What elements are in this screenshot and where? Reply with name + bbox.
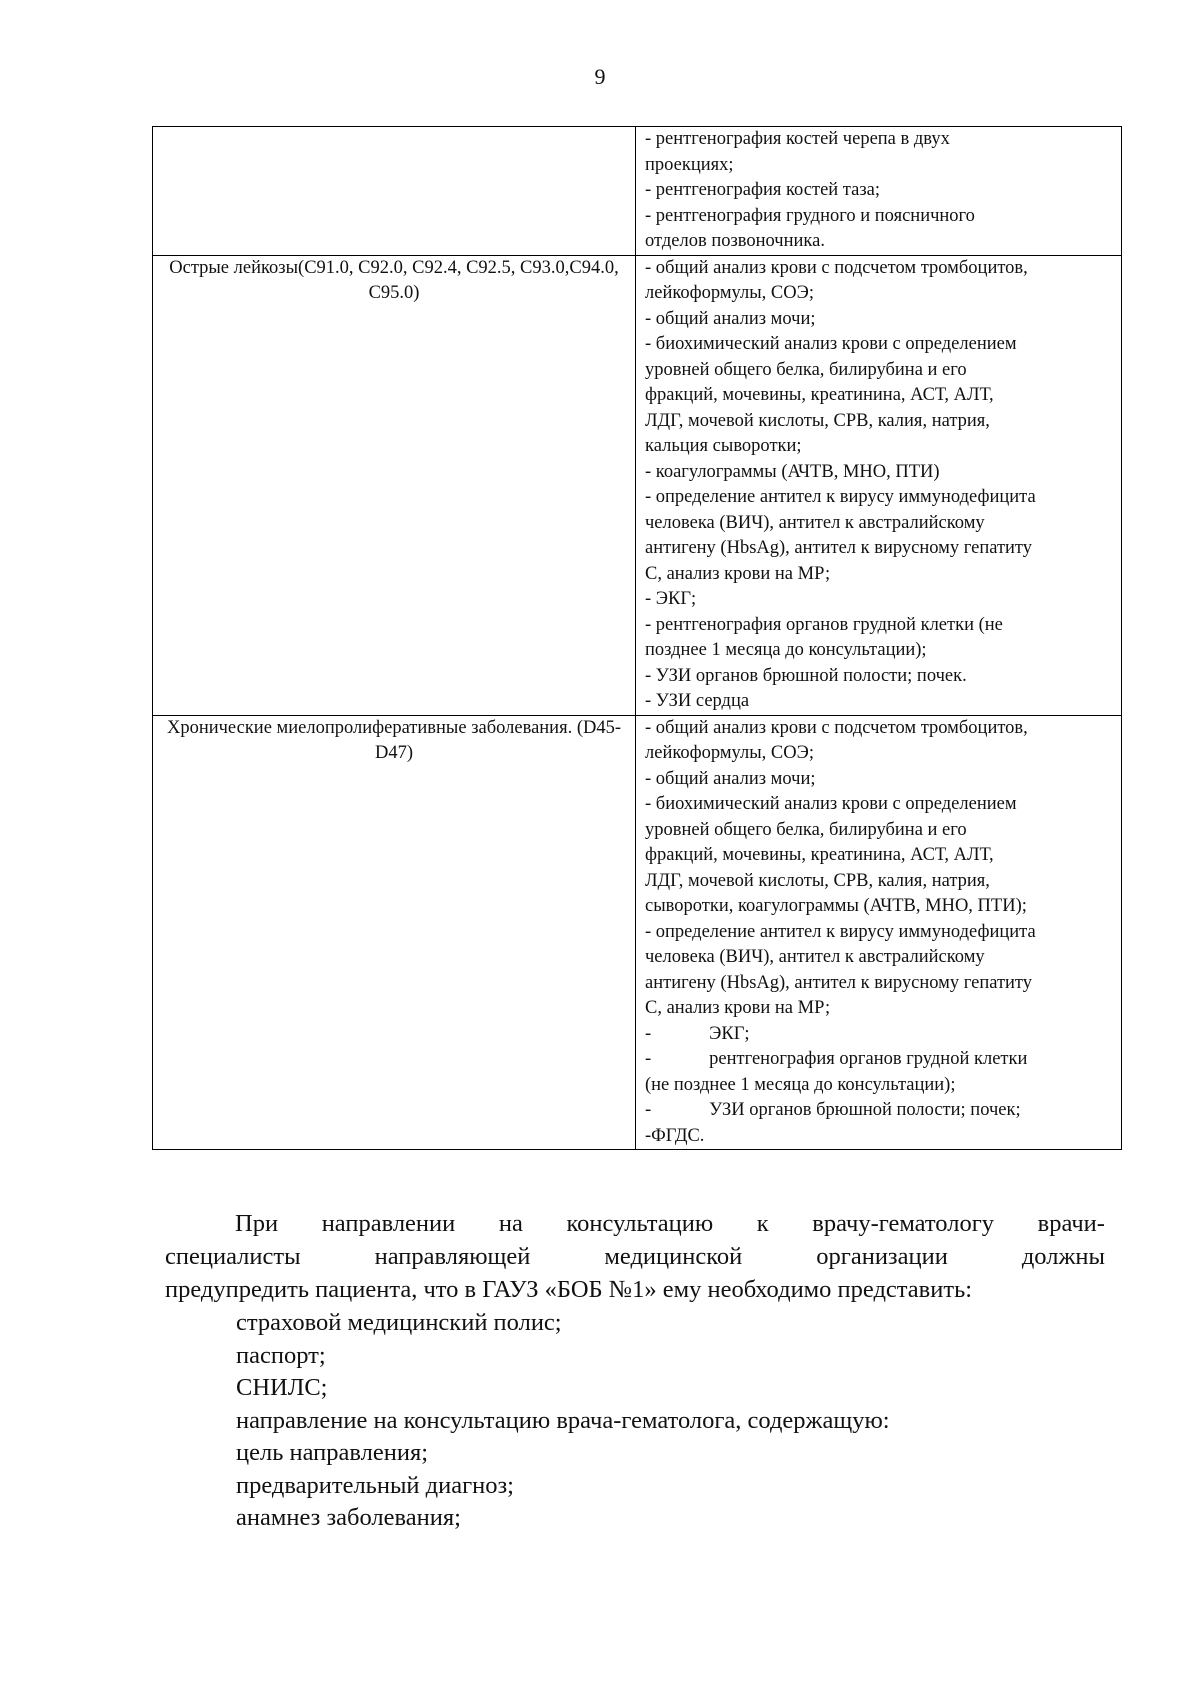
test-line: позднее 1 месяца до консультации); [645,640,927,660]
test-line: - биохимический анализ крови с определением [645,794,1017,814]
word: к [756,1210,769,1237]
test-line: кальция сыворотки; [645,436,802,456]
list-item: цель направления; [236,1439,429,1466]
test-line: сыворотки, коагулограммы (АЧТВ, МНО, ПТИ); [645,896,1027,916]
test-line: - общий анализ крови с подсчетом тромбоцитов, [645,717,1028,738]
table-row [153,127,1122,256]
test-line-dashed [645,1022,1115,1048]
test-line: фракций, мочевины, креатинина, АСТ, АЛТ, [645,385,994,405]
dash-marker: - [645,1100,652,1120]
word: направлении [321,1210,456,1237]
test-line: - общий анализ крови с подсчетом тромбоцитов, [645,257,1028,278]
list-item: предварительный диагноз; [236,1471,514,1499]
test-line: - определение антител к вирусу иммунодефицита [645,487,1036,507]
list-item: СНИЛС; [236,1374,328,1401]
tests-cell [636,255,1122,715]
test-text: -ФГДС. [645,1125,705,1146]
test-line: С, анализ крови на МР; [645,563,831,584]
instruction-paragraph [165,1207,1105,1306]
list-item: направление на консультацию врача-гематолога, содержащую: [236,1406,890,1434]
required-documents-list [236,1307,890,1535]
list-item: анамнез заболевания; [236,1504,461,1531]
paragraph-line [165,1207,1105,1240]
test-line: - УЗИ органов брюшной полости; почек. [645,665,967,686]
test-line: человека (ВИЧ), антител к австралийскому [645,512,985,533]
page-number: 9 [594,64,606,89]
test-line-dashed [645,1098,1115,1124]
test-line: - биохимический анализ крови с определением [645,334,1017,354]
paragraph-line [165,1240,1105,1273]
test-line: - рентгенография костей таза; [645,180,880,200]
list-item: страховой медицинский полис; [236,1309,562,1336]
diagnosis-cell [153,127,636,256]
test-line: ЛДГ, мочевой кислоты, СРВ, калия, натрия, [645,410,990,431]
test-line: лейкоформулы, СОЭ; [645,743,814,763]
test-line [645,1073,1115,1099]
test-text: ЭКГ; [709,1023,750,1044]
test-line-dashed [645,1047,1115,1073]
test-text: рентгенография органов грудной клетки [709,1049,1028,1069]
word: консультацию [566,1210,714,1237]
word: направляющей [374,1243,531,1270]
word: на [498,1210,523,1237]
test-line: - рентгенография грудного и поясничного [645,205,975,226]
word: врачи- [1037,1210,1105,1237]
word: должны [1021,1243,1105,1270]
test-line: антигену (HbsAg), антител к вирусному гепатиту [645,972,1033,993]
test-line: проекциях; [645,154,734,175]
test-line: - ЭКГ; [645,589,697,609]
test-line: антигену (HbsAg), антител к вирусному гепатиту [645,538,1033,558]
test-line: - УЗИ сердца [645,691,750,711]
list-item: паспорт; [236,1341,326,1369]
word: медицинской [604,1243,743,1270]
test-line: - общий анализ мочи; [645,768,816,789]
word: врачу-гематологу [812,1210,995,1237]
test-line: - коагулограммы (АЧТВ, МНО, ПТИ) [645,461,940,482]
test-line: - рентгенография органов грудной клетки (не [645,614,1003,635]
test-line [645,1124,1115,1150]
test-line: - определение антител к вирусу иммунодефицита [645,921,1036,942]
dash-marker: - [645,1049,652,1069]
diagnosis-cell: Хронические миелопролиферативные заболевания. (D45-D47) [153,715,636,1150]
test-line: отделов позвоночника. [645,231,825,251]
table-row [153,715,1122,1150]
test-line: фракций, мочевины, креатинина, АСТ, АЛТ, [645,845,994,865]
test-line: лейкоформулы, СОЭ; [645,283,814,303]
test-line: человека (ВИЧ), антител к австралийскому [645,947,985,967]
test-line: ЛДГ, мочевой кислоты, СРВ, калия, натрия, [645,870,990,891]
table-row [153,255,1122,715]
diagnosis-cell: Острые лейкозы(C91.0, C92.0, C92.4, C92.5, C93.0,C94.0, C95.0) [153,255,636,715]
paragraph-line: предупредить пациента, что в ГАУЗ «БОБ №1» ему необходимо представить: [165,1276,973,1303]
tests-cell [636,715,1122,1150]
test-line: - общий анализ мочи; [645,308,816,329]
test-text: (не позднее 1 месяца до консультации); [645,1074,956,1095]
requirements-table [152,126,1122,1150]
word: специалисты [165,1243,301,1270]
dash-marker: - [645,1023,652,1044]
test-line: уровней общего белка, билирубина и его [645,819,967,840]
word: организации [816,1243,948,1270]
test-line: - рентгенография костей черепа в двух [645,129,950,149]
test-text: УЗИ органов брюшной полости; почек; [709,1100,1021,1120]
tests-cell [636,127,1122,256]
test-line: уровней общего белка, билирубина и его [645,359,967,380]
test-line: С, анализ крови на МР; [645,998,831,1018]
word: При [235,1210,279,1237]
